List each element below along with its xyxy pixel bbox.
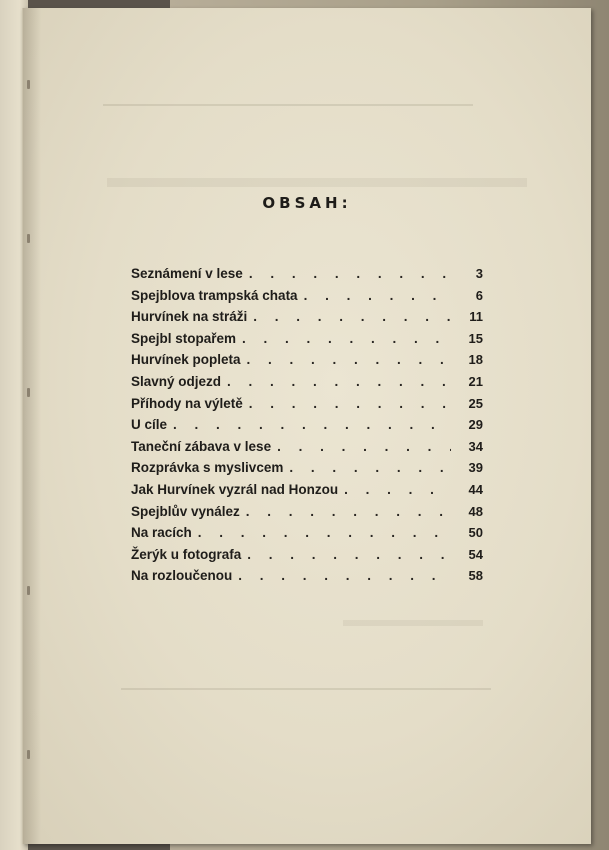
- toc-entry: [131, 547, 483, 569]
- contents-page: [22, 8, 591, 844]
- toc-dot-leader: [277, 439, 451, 454]
- toc-dot-leader: [247, 547, 451, 562]
- show-through-line: [103, 104, 473, 106]
- toc-dot-leader: [249, 396, 451, 411]
- toc-entry: [131, 417, 483, 439]
- toc-entry: [131, 504, 483, 526]
- toc-page-number: 15: [468, 330, 483, 346]
- binding-stitch: [27, 80, 30, 89]
- toc-page-number: 44: [468, 481, 483, 497]
- toc-entry: [131, 331, 483, 353]
- toc-entry-title: Taneční zábava v lese: [131, 438, 272, 454]
- toc-page-number: 3: [475, 266, 483, 281]
- toc-entry: [131, 525, 483, 547]
- toc-page-number: 21: [468, 373, 483, 389]
- binding-stitch: [27, 750, 30, 759]
- toc-entry: [131, 460, 483, 482]
- toc-entry-title: Hurvínek popleta: [131, 352, 241, 368]
- toc-entry-title: U cíle: [131, 417, 168, 433]
- toc-dot-leader: [242, 331, 451, 346]
- toc-entry: [131, 568, 483, 590]
- toc-entry-title: Žerýk u fotografa: [131, 546, 242, 562]
- toc-page-number: 39: [468, 460, 483, 476]
- toc-dot-leader: [246, 504, 451, 519]
- show-through-line: [343, 620, 483, 626]
- toc-entry: [131, 482, 483, 504]
- toc-entry: [131, 309, 483, 331]
- toc-dot-leader: [227, 374, 451, 389]
- toc-entry: [131, 439, 483, 461]
- toc-dot-leader: [247, 352, 451, 367]
- toc-entry-title: Rozprávka s myslivcem: [131, 460, 284, 476]
- toc-dot-leader: [289, 460, 451, 475]
- toc-dot-leader: [304, 288, 451, 303]
- toc-entry-title: Spejbl stopařem: [131, 330, 237, 346]
- toc-entry: [131, 266, 483, 288]
- toc-entry-title: Spejblův vynález: [131, 503, 240, 519]
- toc-dot-leader: [253, 309, 451, 324]
- toc-entry-title: Na racích: [131, 525, 192, 541]
- toc-page-number: 48: [468, 503, 483, 519]
- toc-page-number: 18: [468, 352, 483, 368]
- toc-entry-title: Slavný odjezd: [131, 373, 222, 389]
- toc-dot-leader: [249, 266, 451, 281]
- toc-entry: [131, 374, 483, 396]
- page-title: OBSAH:: [262, 194, 352, 212]
- toc-page-number: 54: [468, 546, 483, 562]
- show-through-line: [107, 178, 527, 187]
- table-of-contents: [131, 266, 483, 590]
- toc-entry-title: Jak Hurvínek vyzrál nad Honzou: [131, 481, 339, 497]
- toc-dot-leader: [198, 525, 451, 540]
- binding-stitch: [27, 234, 30, 243]
- toc-entry: [131, 396, 483, 418]
- toc-page-number: 34: [468, 438, 483, 454]
- toc-entry-title: Příhody na výletě: [131, 395, 243, 411]
- toc-dot-leader: [173, 417, 451, 432]
- toc-page-number: 50: [468, 525, 483, 541]
- toc-entry: [131, 288, 483, 310]
- toc-page-number: 11: [469, 309, 483, 325]
- toc-entry: [131, 352, 483, 374]
- toc-page-number: 29: [468, 417, 483, 433]
- show-through-line: [121, 688, 491, 690]
- toc-entry-title: Seznámení v lese: [131, 266, 243, 281]
- toc-dot-leader: [238, 568, 451, 583]
- toc-dot-leader: [344, 482, 451, 497]
- toc-entry-title: Spejblova trampská chata: [131, 287, 298, 303]
- binding-stitch: [27, 388, 30, 397]
- toc-page-number: 6: [475, 287, 483, 303]
- toc-page-number: 58: [468, 568, 483, 584]
- toc-page-number: 25: [468, 395, 483, 411]
- toc-entry-title: Na rozloučenou: [131, 568, 233, 584]
- toc-entry-title: Hurvínek na stráži: [131, 309, 248, 325]
- binding-stitch: [27, 586, 30, 595]
- binding-gutter: [23, 8, 41, 844]
